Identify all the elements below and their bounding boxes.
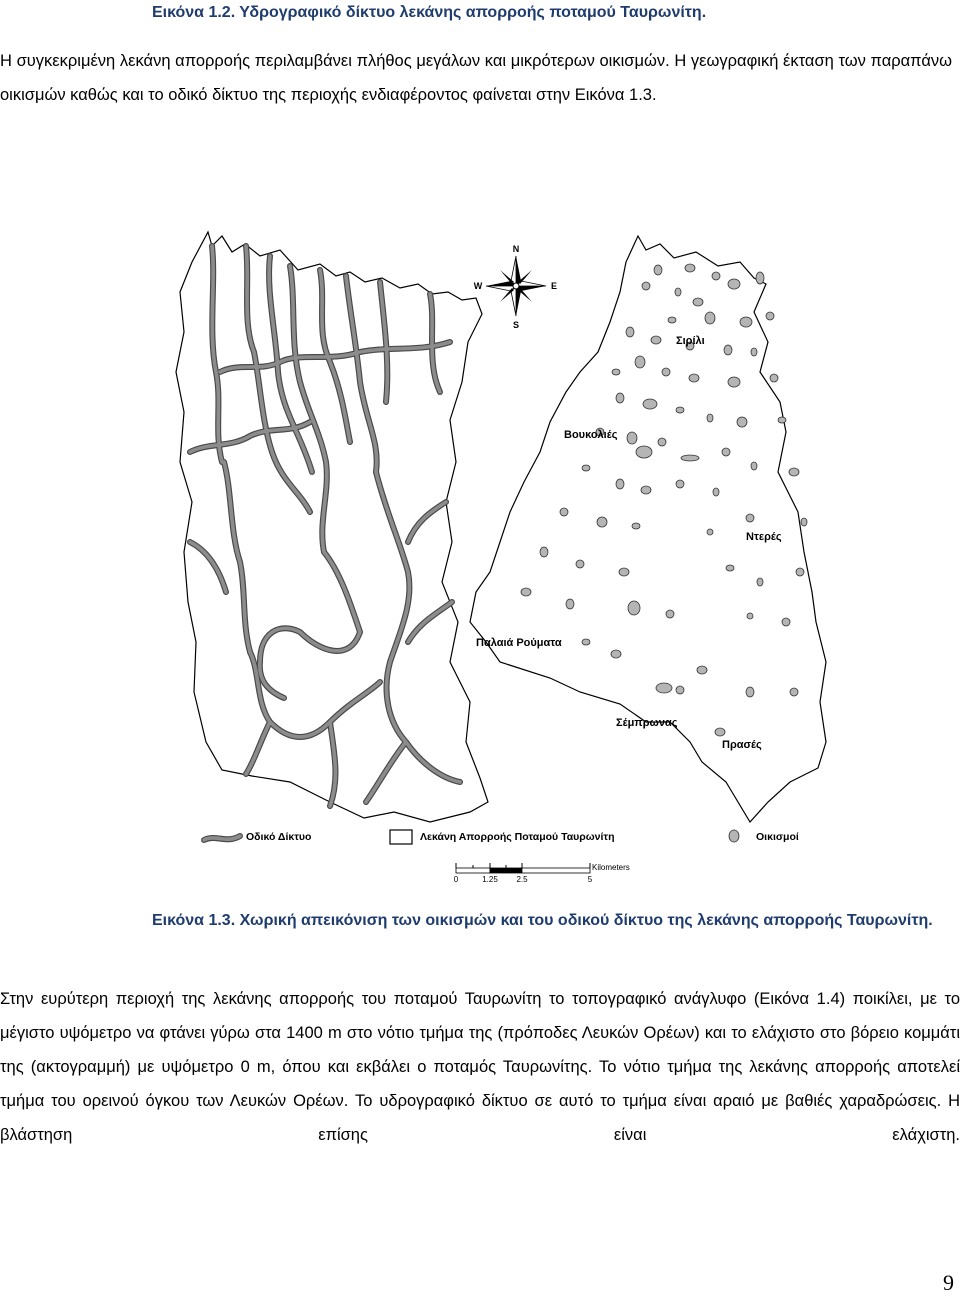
place-label-prases: Πρασές (722, 739, 762, 751)
scale-tick-0: 0 (453, 875, 459, 882)
scale-tick-3: 5 (587, 875, 593, 882)
place-label-siril: Σιρίλι (676, 335, 705, 347)
left-map-panel (176, 232, 488, 822)
figure-1-2-caption: Εικόνα 1.2. Υδρογραφικό δίκτυο λεκάνης απορροής ποταμού Ταυρωνίτη. (152, 4, 707, 21)
scale-tick-2: 2.5 (516, 875, 528, 882)
place-label-semprona: Σέμπρωνας (616, 717, 678, 729)
scale-tick-1: 1.25 (482, 875, 498, 882)
legend-road-label: Οδικό Δίκτυο (246, 831, 312, 843)
right-map-panel (470, 236, 826, 822)
paragraph-settlements-intro: Η συγκεκριμένη λεκάνη απορροής περιλαμβάνει πλήθος μεγάλων και μικρότερων οικισμών. Η γεωγραφική έκταση των παραπάνω οικισμών καθώς και το οδικό δίκτυο της περιοχής ενδιαφέροντος φαίνεται στην Εικόνα 1.3. (0, 52, 952, 104)
legend-settlement-symbol (729, 830, 739, 842)
figure-1-3-map (150, 222, 830, 882)
legend-basin-symbol (390, 830, 412, 844)
paragraph-topography: Στην ευρύτερη περιοχή της λεκάνης απορροής του ποταμού Ταυρωνίτη το τοπογραφικό ανάγλυφο (Εικόνα 1.4) ποικίλει, με το μέγιστο υψόμετρο να φτάνει γύρω στα 1400 m στο νότιο τμήμα της (πρόποδες Λευκών Ορέων) και το ελάχιστο στο βόρειο κομμάτι της (ακτογραμμή) με υψόμετρο 0 m, όπου και εκβάλει ο ποταμός Ταυρωνίτης. Το νότιο τμήμα της λεκάνης απορροής αποτελεί τμήμα του ορεινού όγκου των Λευκών Ορέων. Το υδρογραφικό δίκτυο σε αυτό το τμήμα είναι αραιό με βαθιές χαραδρώσεις. Η βλάστηση επίσης είναι ελάχιστη. (0, 990, 960, 1144)
place-label-palaia-roumata: Παλαιά Ρούματα (476, 637, 562, 649)
compass-west-label: W (473, 281, 483, 291)
compass-south-label: S (512, 320, 520, 330)
place-label-nteres: Ντερές (746, 531, 782, 543)
place-label-voukolies: Βουκολιές (564, 429, 618, 441)
compass-east-label: E (550, 281, 558, 291)
legend-settlements-label: Οικισμοί (756, 831, 799, 843)
compass-north-label: N (512, 244, 520, 254)
scale-unit-label: Kilometers (592, 863, 630, 872)
figure-1-3-caption: Εικόνα 1.3. Χωρική απεικόνιση των οικισμών και του οδικού δίκτυο της λεκάνης απορροής Ταυρωνίτη. (152, 912, 933, 929)
scale-bar (454, 863, 630, 882)
north-arrow-compass (474, 244, 557, 330)
legend-basin-label: Λεκάνη Απορροής Ποταμού Ταυρωνίτη (420, 831, 615, 843)
basin-outline-right (470, 236, 826, 822)
page-number: 9 (943, 1270, 954, 1295)
map-legend (204, 830, 799, 844)
